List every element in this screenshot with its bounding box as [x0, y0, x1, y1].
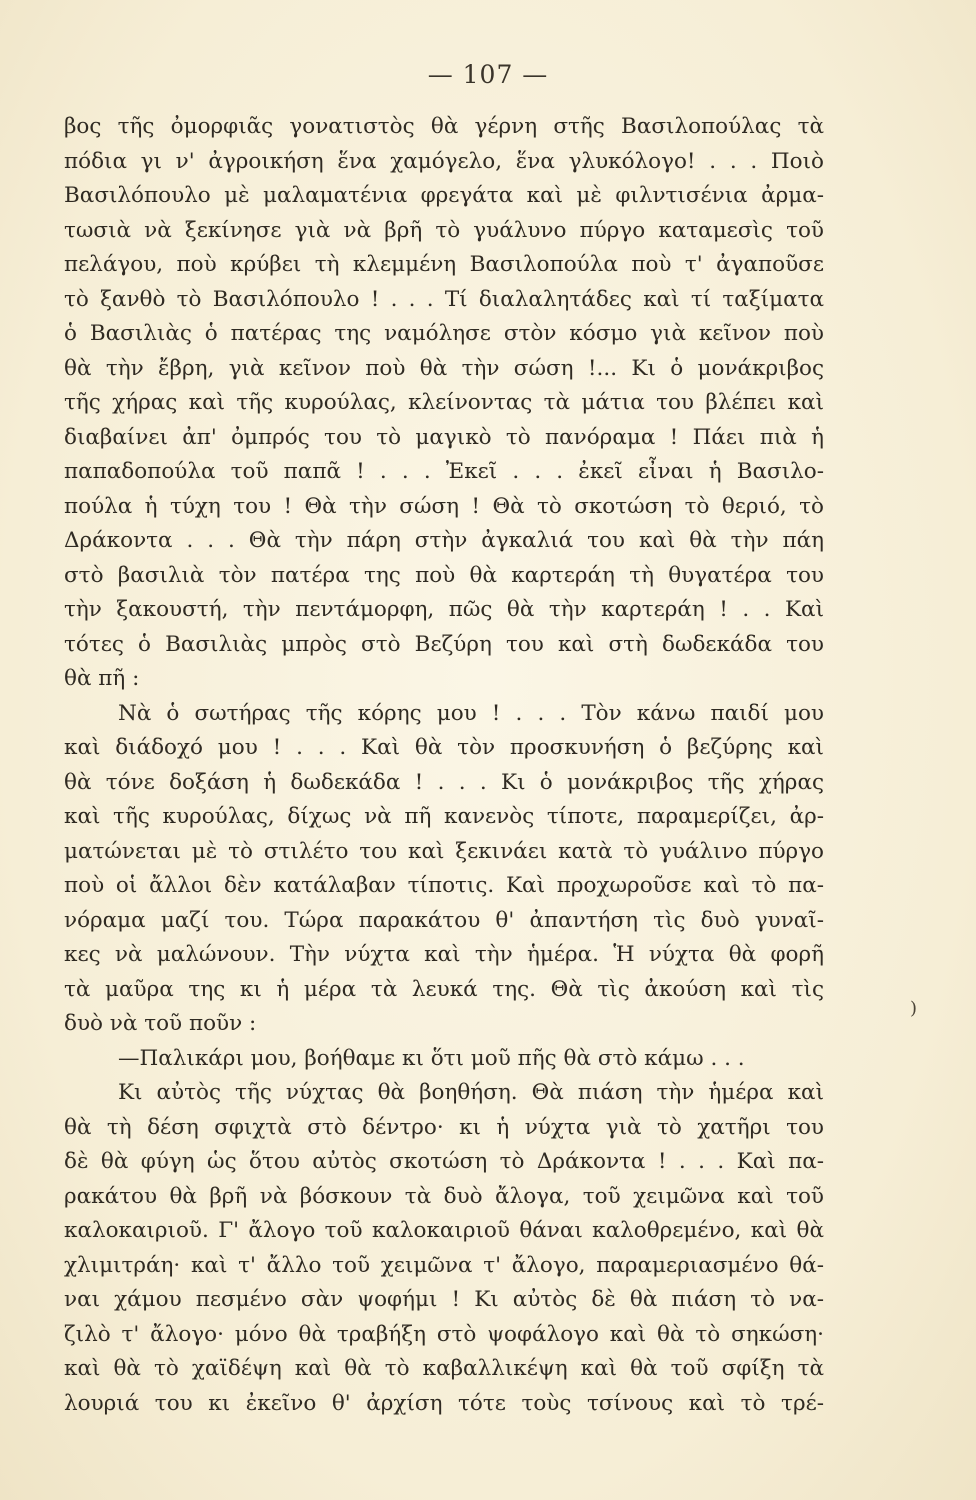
text-line: τὴν ξακουστή, τὴν πεντάμορφη, πῶς θὰ τὴν καρτεράη ! . . Καὶ [64, 597, 824, 622]
text-line: —Παλικάρι μου, βοήθαμε κι ὅτι μοῦ πῆς θὰ στὸ κάμω . . . [118, 1045, 745, 1071]
text-line: δυὸ νὰ τοῦ ποῦν : [64, 1011, 257, 1036]
text-line: θὰ τὴ δέση σφιχτὰ στὸ δέντρο· κι ἡ νύχτα γιὰ τὸ χατῆρι του [64, 1114, 824, 1140]
text-line: θὰ πῆ : [64, 666, 140, 691]
text-line: ὁ Βασιλιὰς ὁ πατέρας της ναμόλησε στὸν κόσμο γιὰ κεῖνον ποὺ [64, 321, 824, 346]
text-line: δὲ θὰ φύγη ὡς ὅτου αὐτὸς σκοτώση τὸ Δράκοντα ! . . . Καὶ πα- [64, 1149, 824, 1174]
text-line: ναι χάμου πεσμένο σὰν ψοφήμι ! Κι αὐτὸς δὲ θὰ πιάση τὸ να- [64, 1287, 824, 1312]
text-line: λουριά του κι ἐκεῖνο θ' ἀρχίση τότε τοὺς τσίνους καὶ τὸ τρέ- [64, 1390, 824, 1416]
text-line: τῆς χήρας καὶ τῆς κυρούλας, κλείνοντας τὰ μάτια του βλέπει καὶ [64, 390, 824, 415]
text-line: καὶ διάδοχό μου ! . . . Καὶ θὰ τὸν προσκυνήση ὁ βεζύρης καὶ [64, 735, 824, 760]
text-line: στὸ βασιλιὰ τὸν πατέρα της ποὺ θὰ καρτεράη τὴ θυγατέρα του [64, 562, 824, 588]
margin-mark: ) [910, 998, 918, 1019]
text-line: βος τῆς ὀμορφιᾶς γονατιστὸς θὰ γέρνη στῆς Βασιλοπούλας τὰ [64, 114, 824, 139]
text-line: τότες ὁ Βασιλιὰς μπρὸς στὸ Βεζύρη του καὶ στὴ δωδεκάδα του [64, 631, 824, 657]
text-line: τωσιὰ νὰ ξεκίνησε γιὰ νὰ βρῆ τὸ γυάλυνο πύργο καταμεσὶς τοῦ [64, 217, 824, 243]
text-line: τὰ μαῦρα της κι ἡ μέρα τὰ λευκά της. Θὰ τὶς ἀκούση καὶ τὶς [64, 976, 824, 1002]
text-line: παπαδοπούλα τοῦ παπᾶ ! . . . Ἐκεῖ . . . ἐκεῖ εἶναι ἡ Βασιλο- [64, 459, 824, 484]
text-line: κες νὰ μαλώνουν. Τὴν νύχτα καὶ τὴν ἡμέρα. Ἡ νύχτα θὰ φορῆ [64, 942, 824, 967]
text-line: νόραμα μαζί του. Τώρα παρακάτου θ' ἀπαντήση τὶς δυὸ γυναῖ- [64, 907, 824, 933]
text-line: ποὺ οἱ ἄλλοι δὲν κατάλαβαν τίποτις. Καὶ προχωροῦσε καὶ τὸ πα- [64, 873, 824, 898]
text-line: πελάγου, ποὺ κρύβει τὴ κλεμμένη Βασιλοπούλα ποὺ τ' ἀγαποῦσε [64, 252, 824, 277]
text-line: Δράκοντα . . . Θὰ τὴν πάρη στὴν ἀγκαλιά του καὶ θὰ τὴν πάη [64, 528, 824, 553]
text-line: θὰ τὴν ἔβρη, γιὰ κεῖνον ποὺ θὰ τὴν σώση !... Κι ὁ μονάκριβος [64, 355, 824, 381]
text-line: τὸ ξανθὸ τὸ Βασιλόπουλο ! . . . Τί διαλαλητάδες καὶ τί ταξίματα [64, 286, 824, 312]
text-line: καλοκαιριοῦ. Γ' ἄλογο τοῦ καλοκαιριοῦ θάναι καλοθρεμένο, καὶ θὰ [64, 1218, 824, 1243]
text-line: καὶ θὰ τὸ χαϊδέψη καὶ θὰ τὸ καβαλλικέψη καὶ θὰ τοῦ σφίξη τὰ [64, 1356, 824, 1381]
text-line: πούλα ἡ τύχη του ! Θὰ τὴν σώση ! Θὰ τὸ σκοτώση τὸ θεριό, τὸ [64, 493, 824, 519]
text-line: ζιλὸ τ' ἄλογο· μόνο θὰ τραβήξη στὸ ψοφάλογο καὶ θὰ τὸ σηκώση· [64, 1321, 824, 1347]
page-number: — 107 — [427, 60, 549, 89]
text-line: θὰ τόνε δοξάση ἡ δωδεκάδα ! . . . Κι ὁ μονάκριβος τῆς χήρας [64, 769, 824, 795]
text-line: καὶ τῆς κυρούλας, δίχως νὰ πῆ κανενὸς τίποτε, παραμερίζει, ἀρ- [64, 804, 824, 829]
text-line: Βασιλόπουλο μὲ μαλαματένια φρεγάτα καὶ μὲ φιλντισένια ἀρμα- [64, 183, 824, 208]
text-line: χλιμιτράη· καὶ τ' ἄλλο τοῦ χειμῶνα τ' ἄλογο, παραμεριασμένο θά- [64, 1252, 824, 1278]
text-line: διαβαίνει ἀπ' ὀμπρός του τὸ μαγικὸ τὸ πανόραμα ! Πάει πιὰ ἡ [64, 424, 824, 450]
body-text [64, 110, 824, 1421]
text-line: ρακάτου θὰ βρῆ νὰ βόσκουν τὰ δυὸ ἄλογα, τοῦ χειμῶνα καὶ τοῦ [64, 1183, 824, 1209]
text-line: ματώνεται μὲ τὸ στιλέτο του καὶ ξεκινάει κατὰ τὸ γυάλινο πύργο [64, 838, 824, 864]
text-line: πόδια γι ν' ἀγροικήση ἕνα χαμόγελο, ἕνα γλυκόλογο! . . . Ποιὸ [64, 148, 824, 174]
text-line: Κι αὐτὸς τῆς νύχτας θὰ βοηθήση. Θὰ πιάση τὴν ἡμέρα καὶ [118, 1080, 824, 1105]
text-line: Νὰ ὁ σωτήρας τῆς κόρης μου ! . . . Τὸν κάνω παιδί μου [118, 700, 824, 726]
